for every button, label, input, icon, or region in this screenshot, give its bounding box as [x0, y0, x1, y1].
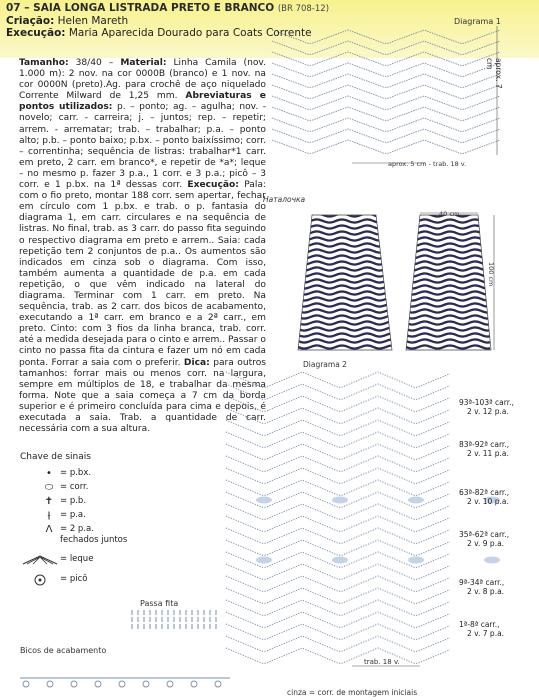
stripe [406, 333, 490, 336]
chain-icon: ⬭ [44, 482, 54, 493]
bicos-chart [20, 678, 230, 687]
two-dc-together-icon: Ʌ [45, 524, 53, 535]
stripe [406, 243, 490, 246]
stripe [298, 231, 391, 234]
single-crochet-icon: ✝ [44, 496, 54, 507]
stripe [406, 279, 490, 282]
legend-item-label: = p.b. [60, 496, 87, 506]
increase-mark [408, 557, 424, 564]
stripe [298, 267, 391, 270]
stripe [298, 327, 391, 330]
stripe [406, 237, 490, 240]
row-range: 35ª-62ª carr., [459, 530, 510, 539]
stripe [406, 303, 490, 306]
sketch-caption: Наталочка [263, 195, 306, 204]
legend-item-label: = 2 p.a. fechados juntos [60, 524, 128, 545]
passa-fita-label: Passa fita [140, 599, 179, 608]
increase-mark [332, 497, 348, 504]
legend-item [38, 524, 140, 546]
stripe [406, 219, 490, 222]
skirt-sketch [298, 213, 494, 350]
stripe [298, 243, 391, 246]
row-range: 83ª-92ª carr., [459, 440, 510, 449]
stripe [298, 339, 391, 342]
diagram-2-footnote: cinza = corr. de montagem iniciais [287, 688, 418, 697]
creation-value: Helen Mareth [57, 15, 129, 27]
diagram-2-row-label [459, 488, 509, 506]
stripe [298, 297, 391, 300]
stripe [298, 279, 391, 282]
stripe [298, 255, 391, 258]
legend-item [38, 482, 140, 496]
stripe [406, 339, 490, 342]
stripe [298, 249, 391, 252]
picot-label: = picô [60, 574, 88, 584]
picot-mark [191, 681, 197, 687]
increase-mark [256, 497, 272, 504]
sketch-width-label: 40 cm [439, 210, 460, 218]
fan-label: = leque [60, 554, 94, 564]
increase-mark [408, 497, 424, 504]
stripe [406, 285, 490, 288]
stripe [298, 291, 391, 294]
row-count: 2 v. 10 p.a. [467, 497, 509, 506]
stitch-row [226, 372, 450, 387]
diagram-2-row-label [459, 578, 504, 596]
passa-fita-chart [132, 610, 216, 629]
stripe [406, 261, 490, 264]
stripe [406, 297, 490, 300]
pattern-code: (BR 708-12) [277, 4, 330, 14]
stripe [406, 291, 490, 294]
diagram-1-bottom-label: aprox. 5 cm - trab. 18 v. [388, 160, 467, 168]
legend-item [38, 468, 140, 482]
diagram-2-row-label [459, 530, 509, 548]
increase-mark [332, 557, 348, 564]
picot-mark [215, 681, 221, 687]
execution-value: Maria Aparecida Dourado para Coats Corrente [68, 27, 312, 39]
stripe [406, 309, 490, 312]
stripe [406, 267, 490, 270]
row-range: 93ª-103ª carr., [459, 398, 514, 407]
slip-stitch-icon: • [46, 468, 52, 479]
row-range: 63ª-82ª carr., [459, 488, 510, 497]
stripe [406, 321, 490, 324]
stripe [406, 345, 490, 348]
diagram-1-side-label: aprox. 7 cm [485, 58, 503, 89]
stripe [298, 285, 391, 288]
legend-fan [20, 554, 140, 568]
stripe [298, 303, 391, 306]
row-count: 2 v. 12 p.a. [467, 407, 509, 416]
picot-mark [23, 681, 29, 687]
diagram-2-row-label [459, 440, 509, 458]
stripe [406, 273, 490, 276]
picot-mark [167, 681, 173, 687]
picot-mark [119, 681, 125, 687]
legend-title: Chave de sinais [20, 452, 91, 462]
increase-mark [256, 557, 272, 564]
stripe [406, 327, 490, 330]
row-count: 2 v. 7 p.a. [467, 629, 505, 638]
legend-item [38, 496, 140, 510]
sketch-height-label: 100 cm [487, 262, 495, 287]
row-count: 2 v. 8 p.a. [467, 587, 505, 596]
bicos-label: Bicos de acabamento [20, 646, 107, 655]
diagram-1-title: Diagrama 1 [454, 17, 501, 26]
legend-items [20, 468, 140, 546]
diagram-2-title: Diagrama 2 [303, 360, 347, 369]
row-range: 1ª-8ª carr., [459, 620, 500, 629]
legend-item-label: = p.bx. [60, 468, 92, 478]
stripe [298, 237, 391, 240]
page-title: 07 – SAIA LONGA LISTRADA PRETO E BRANCO (BR 708-12) [6, 2, 330, 14]
stripe [298, 315, 391, 318]
increase-mark [484, 557, 500, 564]
picot-icon [20, 574, 60, 589]
stripe [298, 321, 391, 324]
stripe [298, 273, 391, 276]
legend-item-label: = p.a. [60, 510, 86, 520]
legend-picot [20, 574, 140, 588]
stripe [298, 333, 391, 336]
diagram-1 [272, 26, 500, 163]
stripe [298, 261, 391, 264]
diagram-2-row-label [459, 620, 504, 638]
fan-icon [20, 554, 60, 569]
row-count: 2 v. 11 p.a. [467, 449, 509, 458]
legend-item [38, 510, 140, 524]
stripe [406, 249, 490, 252]
stripe [298, 345, 391, 348]
stitch-row [272, 30, 500, 43]
picot-mark [95, 681, 101, 687]
picot-mark [47, 681, 53, 687]
execution-label: Execução: [6, 27, 66, 39]
stripe [406, 315, 490, 318]
diagram-2-row-label [459, 398, 514, 416]
picot-mark [71, 681, 77, 687]
double-crochet-icon: ⫲ [47, 510, 51, 521]
stripe [406, 255, 490, 258]
diagram-2-bottom-label: trab. 18 v. [364, 658, 400, 666]
creation-label: Criação: [6, 15, 55, 27]
stitch-legend [20, 452, 140, 588]
instructions-text: Tamanho: 38/40 – Material: Linha Camila (nov. 1.000 m): 2 nov. na cor 0000B (branco) e 1 nov. na cor 0000N (preto).Ag. para crochê de aço niquelado Corrente Milward de 1,25 mm. Abreviaturas e pontos utilizados: p. – ponto; ag. – agulha; nov. - novelo; carr. - carreira; j. – juntos; rep. – repetir; arrem. - arrematar; trab. – trabalhar; p.a. – ponto alto; p.b. – ponto baixo; p.bx. – ponto baixíssimo; corr. – correntinha; sequência de listras: trabalhar*1 carr. em preto, 2 carr. em branco*, e repetir de *a*; leque – no mesmo p. fazer 3 p.a., 1 corr. e 3 p.a.; picô – 3 corr. e 1 p.bx. na 1ª dessas corr. Execução: Pala: com o fio preto, montar 188 corr. sem apertar, fechar em círculo com 1 p.bx. e trab. o p. fantasia do diagrama 1, em carr. circulares e na sequência de listras. No final, trab. as 3 carr. do passo fita seguindo o respectivo diagrama em preto e arrem.. Saia: cada repetição tem 2 conjuntos de p.a.. Os aumentos são indicados em cinza sob o diagrama. Com isso, também aumenta a quantidade de p.a. em cada repetição, o que vêm indicado na lateral do diagrama. Terminar com 1 carr. em preto. Na sequência, trab. as 2 carr. dos bicos de acabamento, executando a 1ª carr. em branco e a 2ª carr., em preto. Cinto: com 3 fios da linha branca, trab. corr. até a medida desejada para o cinto e arrem.. Passar o cinto no passa fita da cintura e fazer um nó em cada ponta. Forrar a saia com o preferir. Dica: para outros tamanhos: forrar mais ou menos corr. na largura, sempre em múltiplos de 18, e trabalhar da mesma forma. Note que a saia começa a 7 cm da borda superior e é primeiro concluída para cima e depois, é executada a saia. Trab. a quantidade de carr. necessária com a sua altura. [19, 58, 267, 435]
skirt-panel [406, 213, 490, 348]
skirt-panel [298, 213, 391, 348]
stripe [298, 309, 391, 312]
row-count: 2 v. 9 p.a. [467, 539, 505, 548]
legend-item-label: = corr. [60, 482, 89, 492]
picot-mark [143, 681, 149, 687]
row-range: 9ª-34ª carr., [459, 578, 505, 587]
